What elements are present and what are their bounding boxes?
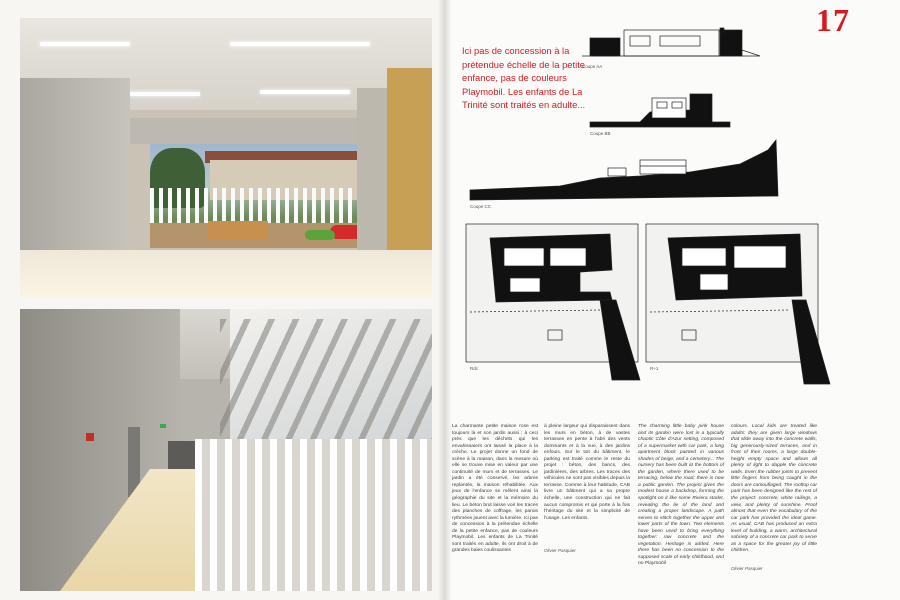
kids-table	[208, 221, 268, 239]
plan-r1-label: R+1	[650, 366, 659, 371]
page-number: 17	[816, 2, 850, 38]
pull-quote: Ici pas de concession à la prétendue échelle de la petite enfance, pas de couleurs Playmobil. Les enfants de La Trinité sont traités en adulte...	[462, 45, 586, 110]
white-fence	[195, 439, 432, 591]
ceiling-light	[120, 92, 200, 96]
plan-ground-floor	[466, 224, 640, 380]
roof-slats	[220, 319, 432, 459]
article-column-en-1: The charming little baby pink house and its garden were lost in a typically chaotic Côte d'Azur setting, composed of a supermarket with car park, a long apartment block painted in various shades of beige, and a cemetery... The nursery has been built at the bottom of the garden, where there used to be terracing, below the road; there is now a public garden. The project gives the modest house a backdrop, forming the spotlight on it like some Riviera starlet, revealing the lie of the land and creating a proper landscape. A path serves to stitch together the upper and lower parts of the town. Two elements have been used to bring everything together: raw concrete and the vegetation. Heritage is added. Here there has been no concession to the supposed scale of early childhood, and no Playmobil	[638, 424, 724, 567]
page-gutter	[438, 0, 452, 600]
section-aa-label: Coupe AA	[582, 64, 603, 69]
article-column-fr-2: à pleine largeur qui disparaissent dans les murs en béton, à de vastes terrasses en pente à l'abri des vents dominants et à la vue, à des jardins enfouis. Sur le toit du bâtiment, le parking est traité comme le reste du projet : béton, des bancs, des jardinières, des arbres. Les traces des véhicules ne sont pas visibles depuis la terrasse. Comme à leur habitude, CAB livre un bâtiment qui a sa propre échelle, une construction qui ne fait aucun compromis et qui porte à la fois l'héritage du site et la simplicité de l'usage. Les enfants.	[544, 424, 630, 521]
ceiling-light	[40, 42, 130, 46]
plan-rdc-label: Rdc	[470, 366, 479, 371]
section-cc-label: Coupe CC	[470, 204, 492, 209]
plan-first-floor	[646, 224, 830, 384]
author-signature-en: Olivier Pasquier	[731, 566, 763, 571]
corridor-photo	[20, 309, 432, 591]
floor	[20, 250, 432, 298]
article-column-fr-1: La charmante petite maison rose est toujours là et son jardin aussi ; à ceci près que les déchets qui les envahissaient ont laissé la place à la crèche. Le projet donne un fond de scène à la maison, dans la mesure où elle se trouve mise en valeur par une continuité de murs et de terrasses. Le jardin a été conservé, les arbres replantés, la maison réhabilitée. Aux jeux de l'enfance se mêlent ainsi la géographie du site et la mémoire du lieu. Le béton brut laisse voir les traces des planches de coffrage, les parois rythmées jouent avec la lumière. Ici pas de concession à la prétendue échelle de la petite enfance, pas de couleurs Playmobil. Les enfants de La Trinité sont traités en adulte, ils ont droit à de grandes baies coulissantes	[452, 424, 538, 554]
section-bb-label: Coupe BB	[590, 131, 611, 136]
ceiling-light	[230, 42, 370, 46]
classroom-photo	[20, 18, 432, 298]
author-signature-fr: Olivier Pasquier	[544, 548, 576, 553]
green-toy	[305, 230, 335, 240]
fire-alarm	[86, 433, 94, 441]
ceiling-light	[260, 90, 350, 94]
exit-sign	[160, 424, 166, 428]
article-column-en-2: colours. Local kids are treated like adults: they are given large windows that slide away into the concrete walls, big generously-sized terraces, and in front of their rooms, a large double-height empty space and allows all plenty of light to dapple the concrete walls. Even the rubber joints to prevent little fingers from being caught in the doors are camouflaged. The rooftop car park has been designed like the rest of the project: concrete, white railings, a view, and plenty of sunshine. Proof almost that even the vocabulary of the car park has provided the ideal game. As usual, CAB has produced an extra level of building, a warm, architectural sobriety of a concrete car park to serve as a space for the greater joy of little children.	[731, 424, 817, 554]
